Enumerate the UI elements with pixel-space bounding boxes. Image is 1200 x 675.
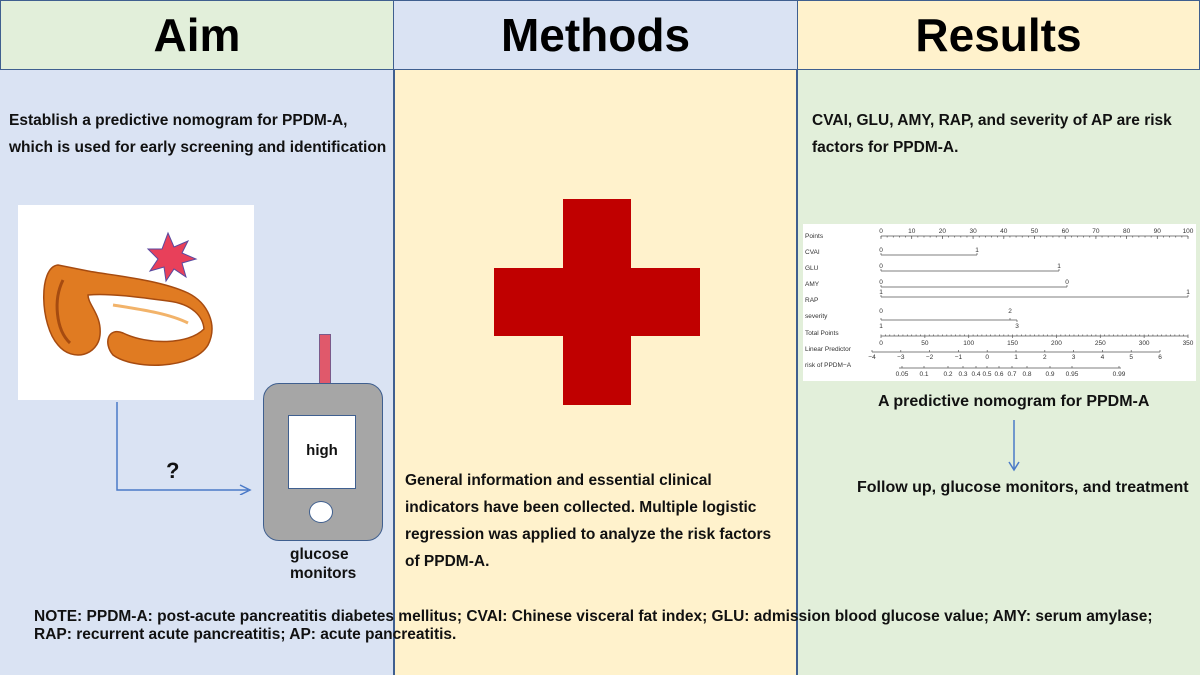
- total-tick-label: 250: [1094, 340, 1106, 347]
- pancreas-icon: [44, 265, 212, 365]
- meter-reading: high: [306, 442, 338, 459]
- lp-tick-label: 6: [1158, 354, 1162, 361]
- amy-label: 0: [1065, 279, 1069, 286]
- down-arrow-icon: [1007, 420, 1021, 472]
- results-text: CVAI, GLU, AMY, RAP, and severity of AP are risk factors for PPDM-A.: [812, 112, 1172, 156]
- results-header: Results: [797, 0, 1200, 70]
- nomogram-row-label: GLU: [805, 265, 819, 272]
- meter-screen: [288, 415, 356, 489]
- total-tick-label: 50: [921, 340, 929, 347]
- severity-label: 2: [1008, 308, 1012, 315]
- nomogram-row-label: Points: [805, 233, 824, 240]
- burst-icon: [148, 233, 196, 281]
- total-tick-label: 100: [963, 340, 975, 347]
- aim-header: Aim: [0, 0, 394, 70]
- glu-label: 1: [1057, 263, 1061, 270]
- risk-tick-label: 0.1: [919, 371, 929, 378]
- points-tick-label: 30: [969, 228, 977, 235]
- nomogram-row-label: Total Points: [805, 330, 839, 337]
- lp-tick-label: −2: [925, 354, 934, 361]
- meter-caption: glucose monitors: [290, 546, 357, 582]
- methods-header: Methods: [393, 0, 798, 70]
- flow-arrow: [110, 400, 260, 495]
- lp-tick-label: −3: [897, 354, 905, 361]
- total-tick-label: 300: [1138, 340, 1150, 347]
- nomogram-row-label: AMY: [805, 281, 820, 288]
- risk-tick-label: 0.4: [971, 371, 981, 378]
- lp-tick-label: 2: [1042, 354, 1047, 361]
- rap-label: 1: [879, 289, 883, 296]
- points-tick-label: 70: [1092, 228, 1100, 235]
- nomogram-row-label: severity: [805, 313, 828, 320]
- risk-tick-label: 0.9: [1045, 371, 1055, 378]
- nomogram-row-label: CVAI: [805, 249, 820, 256]
- column-divider: [393, 0, 395, 675]
- risk-tick-label: 0.3: [958, 371, 968, 378]
- lp-tick-label: 5: [1129, 354, 1134, 361]
- total-tick-label: 150: [1007, 340, 1019, 347]
- cvai-label: 0: [879, 247, 883, 254]
- risk-tick-label: 0.5: [982, 371, 992, 378]
- total-tick-label: 200: [1050, 340, 1062, 347]
- points-tick-label: 0: [879, 228, 883, 235]
- points-tick-label: 10: [908, 228, 916, 235]
- risk-tick-label: 0.6: [994, 371, 1004, 378]
- aim-text: Establish a predictive nomogram for PPDM-A, which is used for early screening and identification: [9, 112, 387, 156]
- followup-text: Follow up, glucose monitors, and treatment: [857, 479, 1189, 496]
- methods-text: General information and essential clinical indicators have been collected. Multiple logistic regression was applied to analyze the risk factors of PPDM-A.: [405, 472, 772, 570]
- points-tick-label: 100: [1182, 228, 1194, 235]
- points-tick-label: 20: [938, 228, 947, 235]
- severity-label: 3: [1015, 323, 1019, 330]
- footnote: NOTE: PPDM-A: post-acute pancreatitis diabetes mellitus; CVAI: Chinese visceral fat index; GLU: admission blood glucose value; AMY: serum amylase; RAP: recurrent acute pancreatitis; AP: acute pancreatitis.: [34, 608, 1153, 643]
- points-tick-label: 40: [1000, 228, 1008, 235]
- question-mark: ?: [166, 458, 180, 483]
- points-tick-label: 80: [1122, 228, 1131, 235]
- column-divider: [796, 0, 798, 675]
- nomogram-chart: [803, 224, 1196, 381]
- pancreas-image: [18, 205, 254, 400]
- risk-tick-label: 0.7: [1007, 371, 1017, 378]
- nomogram-row-label: RAP: [805, 297, 819, 304]
- points-tick-label: 50: [1030, 228, 1039, 235]
- lp-tick-label: 1: [1014, 354, 1018, 361]
- total-tick-label: 350: [1182, 340, 1194, 347]
- amy-label: 0: [879, 279, 883, 286]
- lp-tick-label: −4: [868, 354, 876, 361]
- red-cross-icon: [494, 199, 700, 405]
- total-tick-label: 0: [879, 340, 883, 347]
- glucose-meter: [263, 383, 383, 541]
- severity-label: 0: [879, 308, 883, 315]
- nomogram-caption: A predictive nomogram for PPDM-A: [878, 393, 1150, 410]
- nomogram-row-label: risk of PPDM−A: [805, 362, 852, 369]
- glu-label: 0: [879, 263, 883, 270]
- risk-tick-label: 0.95: [1065, 371, 1079, 378]
- rap-label: 1: [1186, 289, 1190, 296]
- lp-tick-label: 3: [1071, 354, 1076, 361]
- nomogram-row-label: Linear Predictor: [805, 346, 851, 353]
- lp-tick-label: 4: [1100, 354, 1105, 361]
- points-tick-label: 90: [1153, 228, 1161, 235]
- meter-button: [309, 501, 333, 523]
- severity-label: 1: [879, 323, 883, 330]
- risk-tick-label: 0.05: [895, 371, 909, 378]
- risk-tick-label: 0.99: [1112, 371, 1126, 378]
- cvai-label: 1: [975, 247, 979, 254]
- risk-tick-label: 0.8: [1022, 371, 1032, 378]
- risk-tick-label: 0.2: [943, 371, 953, 378]
- points-tick-label: 60: [1061, 228, 1069, 235]
- lp-tick-label: −1: [954, 354, 963, 361]
- lp-tick-label: 0: [985, 354, 990, 361]
